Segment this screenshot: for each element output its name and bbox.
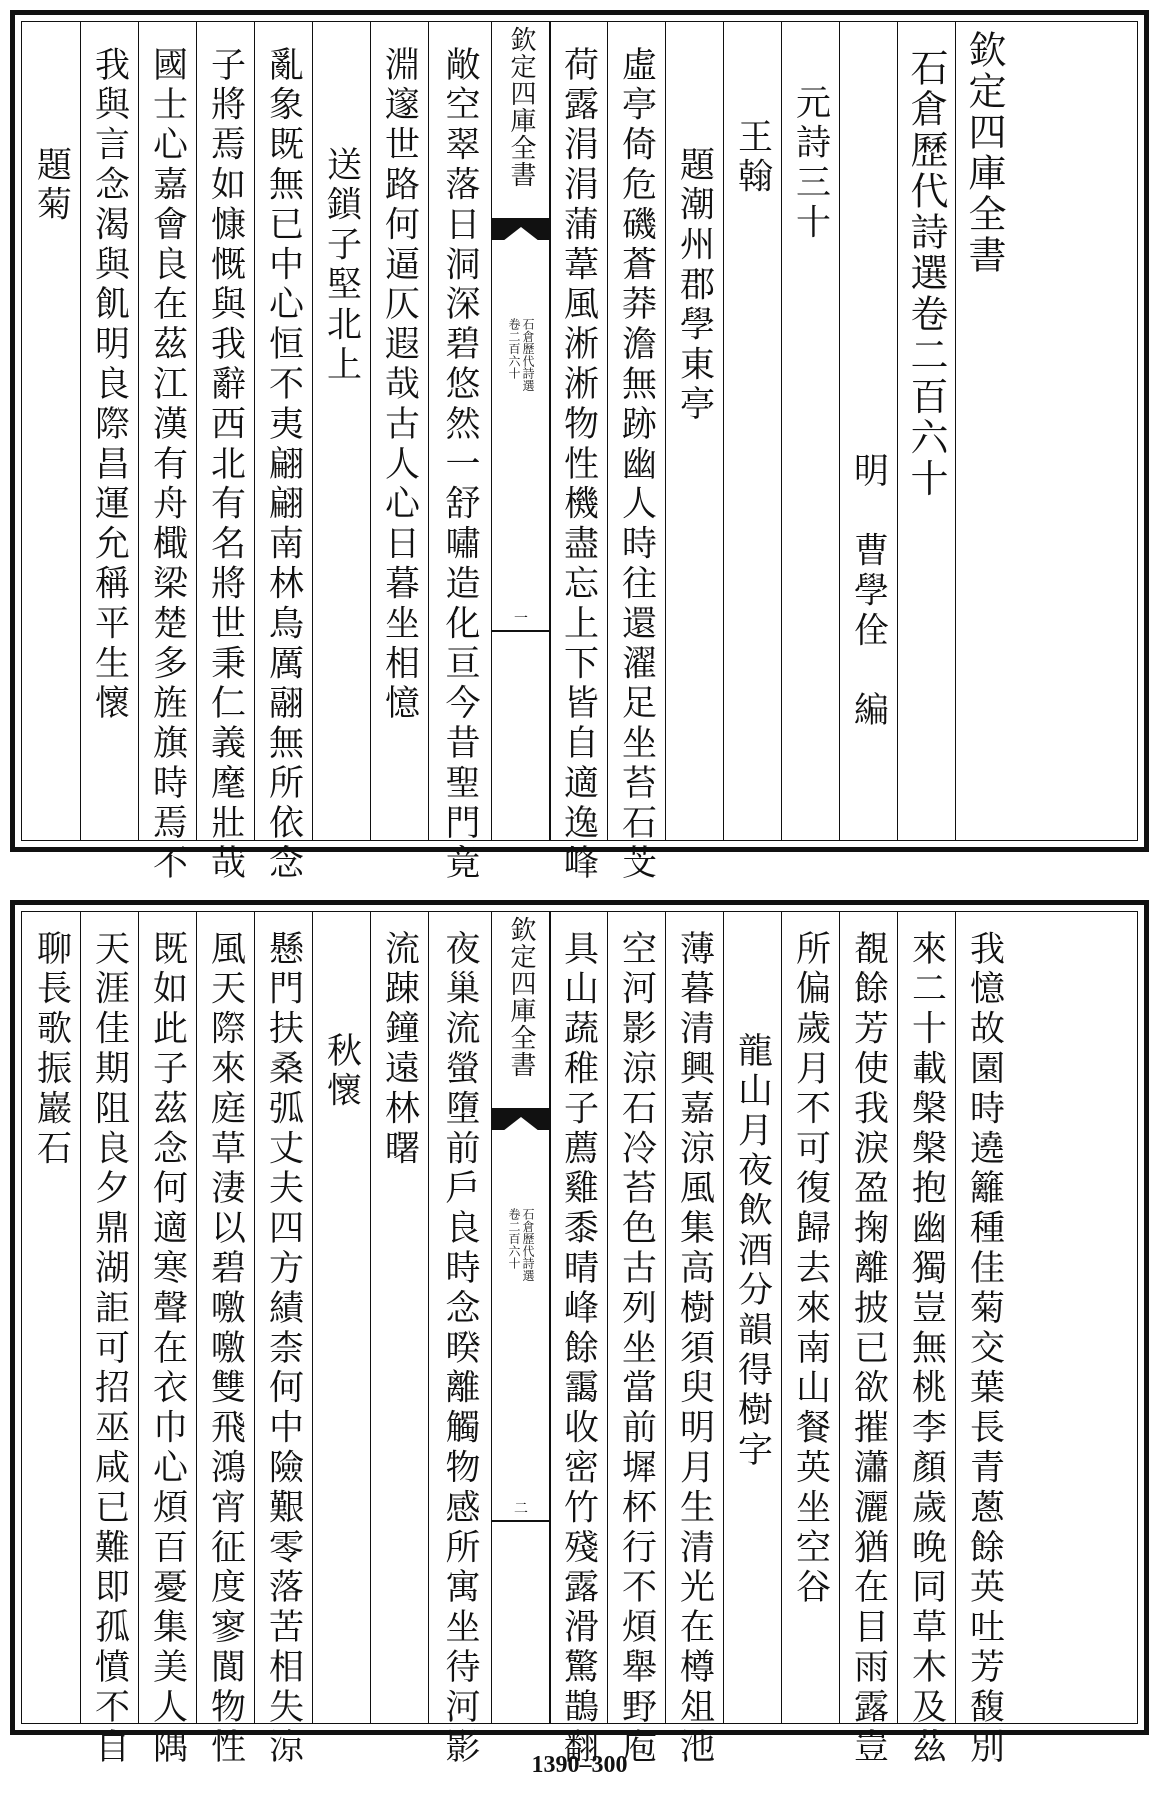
text-column [22, 22, 80, 840]
poem-line: 虛亭倚危磯蒼莽澹無跡幽人時往還濯足坐苔石芠 [616, 46, 657, 884]
fold-column [491, 912, 551, 1723]
gutter-title: 石倉歷代詩選 [521, 1208, 535, 1282]
leaf-number: 二 [514, 1501, 528, 1517]
text-column [22, 912, 80, 1723]
gutter-volume: 卷二百六十 [507, 318, 521, 380]
text-column [254, 912, 312, 1768]
gutter-volume: 卷二百六十 [507, 1208, 521, 1270]
text-column [839, 912, 897, 1768]
text-column [196, 22, 254, 884]
poem-title: 送鎖子堅北上 [321, 146, 362, 386]
text-column [607, 912, 665, 1768]
text-column [312, 22, 370, 840]
text-column [781, 912, 839, 1723]
author-name: 王翰 [732, 118, 773, 198]
compiler: 明 曹學佺 編 [848, 452, 889, 732]
text-column [839, 22, 897, 840]
top-page [10, 10, 1149, 884]
text-column [312, 912, 370, 1723]
poem-line: 夜巢流螢墮前戶良時念暌離觸物感所寓坐待河影 [440, 930, 480, 1768]
poem-line: 淵邃世路何逼仄遐哉古人心日暮坐相憶 [379, 46, 420, 725]
poem-line: 敞空翠落日洞深碧悠然一舒嘯造化亘今昔聖門竟 [440, 46, 480, 884]
text-column [723, 912, 781, 1723]
poem-line: 流踈鐘遠林曙 [379, 930, 420, 1170]
text-column [665, 22, 723, 840]
poem-line: 天涯佳期阻良夕鼎湖詎可招巫咸已難即孤憤不自 [89, 930, 130, 1768]
poem-line: 覩餘芳使我淚盈掬離披已欲摧瀟灑猶在目雨露豈 [848, 930, 889, 1768]
poem-title: 秋懷 [321, 1032, 362, 1112]
text-column [254, 22, 312, 884]
gutter-header: 欽定四庫全書 [506, 26, 536, 189]
text-column [607, 22, 665, 884]
text-column [428, 912, 491, 1768]
poem-line: 薄暮清興嘉涼風集高樹須臾明月生清光在樽俎池 [674, 930, 715, 1768]
section-heading: 元詩三十 [790, 84, 831, 244]
text-column [549, 22, 607, 884]
page-reference: 1390–300 [531, 1752, 628, 1778]
poem-line: 空河影涼石冷苔色古列坐當前墀杯行不煩舉野庖 [616, 930, 657, 1768]
text-column [549, 912, 607, 1768]
gutter-header: 欽定四庫全書 [506, 916, 536, 1079]
poem-line: 所偏歲月不可復歸去來南山餐英坐空谷 [790, 930, 831, 1609]
poem-line: 我與言念渴與飢明良際昌運允稱平生懷 [89, 46, 130, 725]
poem-line: 亂象既無已中心恒不夷翩翩南林鳥厲翮無所依念 [263, 46, 304, 884]
leaf-number: 一 [514, 611, 528, 627]
fishtail-mark [492, 218, 550, 240]
text-column [428, 22, 491, 884]
poem-line: 我憶故園時遶籬種佳菊交葉長青蔥餘英吐芳馥別 [964, 930, 1005, 1768]
text-column [897, 912, 955, 1768]
text-column [665, 912, 723, 1768]
poem-line: 懸門扶桑弧丈夫四方績柰何中險艱零落苦相失涼 [263, 930, 304, 1768]
fishtail-mark [492, 1108, 550, 1130]
text-column [897, 22, 955, 840]
poem-title: 題潮州郡學東亭 [674, 146, 715, 426]
poem-line: 子將焉如慷慨與我辭西北有名將世秉仁義麾壯哉 [205, 46, 246, 884]
fold-column [491, 22, 551, 840]
text-column [370, 22, 428, 840]
volume-title: 石倉歷代詩選卷二百六十 [904, 48, 948, 500]
text-column [80, 912, 138, 1768]
top-page-frame [21, 21, 1138, 884]
poem-line: 風天際來庭草淒以碧噭噭雙飛鴻宵征度寥閬物性 [205, 930, 246, 1768]
gutter-title: 石倉歷代詩選 [521, 318, 535, 392]
poem-line: 國士心嘉會良在茲江漢有舟檝梁楚多旌旗時焉不 [147, 46, 188, 884]
book-header: 欽定四庫全書 [962, 30, 1006, 277]
header-column [955, 22, 1013, 840]
text-column [80, 22, 138, 840]
poem-line: 具山蔬稚子薦雞黍晴峰餘靄收密竹殘露滑驚鵲翻 [558, 930, 599, 1768]
text-column [138, 912, 196, 1768]
poem-title: 龍山月夜飲酒分韻得樹字 [732, 1032, 773, 1471]
poem-line: 既如此子茲念何適寒聲在衣巾心煩百憂集美人隅 [147, 930, 188, 1768]
text-column [370, 912, 428, 1723]
poem-line: 聊長歌振巖石 [31, 930, 72, 1170]
text-column [781, 22, 839, 840]
poem-line: 來二十載槃槃抱幽獨豈無桃李顏歲晚同草木及茲 [906, 930, 947, 1768]
poem-title: 題菊 [31, 146, 72, 226]
text-column [955, 912, 1013, 1768]
text-column [196, 912, 254, 1768]
text-column [138, 22, 196, 884]
text-column [723, 22, 781, 840]
poem-line: 荷露涓涓蒲葦風淅淅物性機盡忘上下皆自適逸峰 [558, 46, 599, 884]
